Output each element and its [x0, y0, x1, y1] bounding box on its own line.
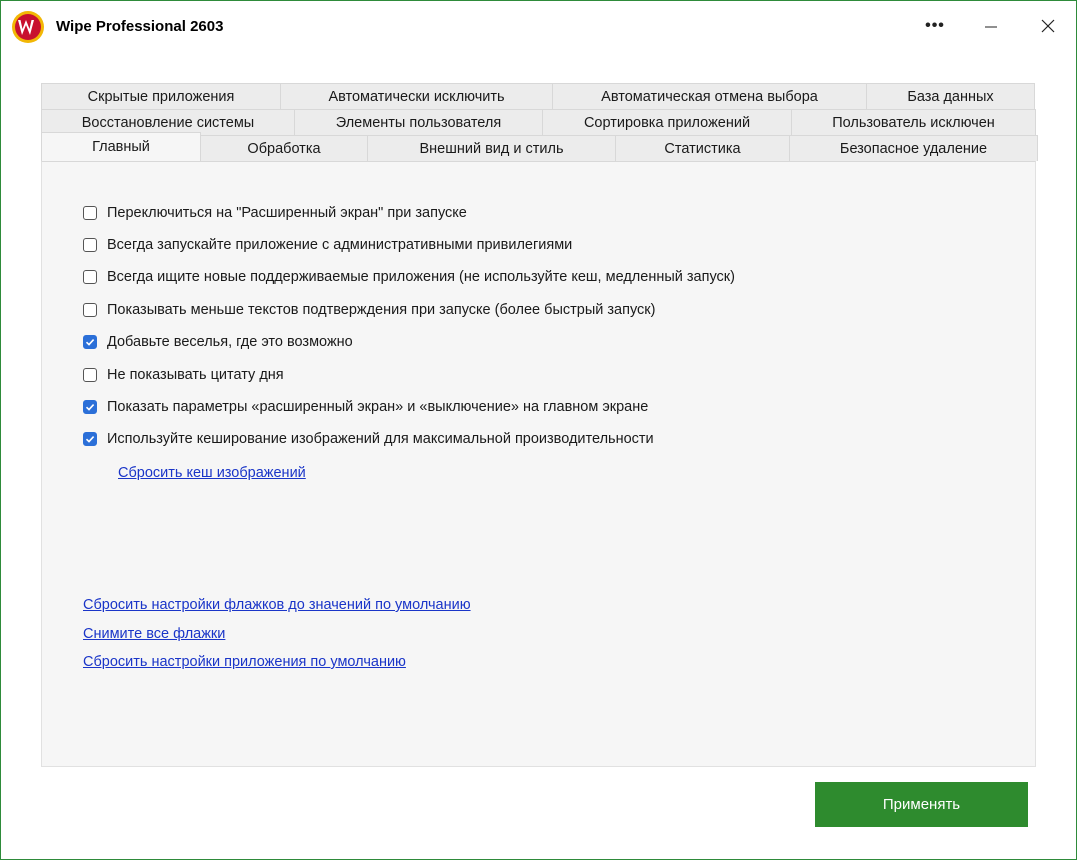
checkmark-icon — [85, 402, 95, 412]
option-row[interactable] — [83, 299, 655, 321]
reset-checkbox-defaults-link[interactable]: Сбросить настройки флажков до значений по умолчанию — [83, 597, 471, 613]
tab-app-sorting[interactable]: Сортировка приложений — [542, 109, 792, 135]
checkbox-checked[interactable] — [83, 335, 97, 349]
option-label: Всегда ищите новые поддерживаемые приложения (не используйте кеш, медленный запуск) — [107, 269, 735, 285]
reset-app-settings-link[interactable]: Сбросить настройки приложения по умолчанию — [83, 654, 406, 670]
main-settings-panel — [41, 161, 1036, 767]
option-row[interactable] — [83, 234, 572, 256]
tab-database[interactable]: База данных — [866, 83, 1035, 109]
option-label: Используйте кеширование изображений для максимальной производительности — [107, 431, 654, 447]
tab-appearance[interactable]: Внешний вид и стиль — [367, 135, 616, 161]
more-options-button[interactable]: ••• — [925, 17, 945, 34]
tab-auto-exclude[interactable]: Автоматически исключить — [280, 83, 553, 109]
checkmark-icon — [85, 434, 95, 444]
option-row[interactable] — [83, 331, 353, 353]
checkbox-unchecked[interactable] — [83, 238, 97, 252]
tab-processing[interactable]: Обработка — [200, 135, 368, 161]
close-icon — [1041, 19, 1055, 33]
tab-row-1 — [41, 83, 1034, 109]
checkbox-unchecked[interactable] — [83, 368, 97, 382]
clear-all-checkboxes-link[interactable]: Снимите все флажки — [83, 626, 226, 642]
title-bar — [1, 1, 1076, 53]
option-label: Показывать меньше текстов подтверждения при запуске (более быстрый запуск) — [107, 302, 656, 318]
minimize-button[interactable] — [971, 11, 1011, 41]
tab-auto-deselect[interactable]: Автоматическая отмена выбора — [552, 83, 867, 109]
checkbox-unchecked[interactable] — [83, 303, 97, 317]
tab-statistics[interactable]: Статистика — [615, 135, 790, 161]
app-title: Wipe Professional 2603 — [56, 18, 224, 35]
option-row[interactable] — [83, 266, 735, 288]
tab-hidden-apps[interactable]: Скрытые приложения — [41, 83, 281, 109]
tab-user-excluded[interactable]: Пользователь исключен — [791, 109, 1036, 135]
checkbox-unchecked[interactable] — [83, 270, 97, 284]
checkmark-icon — [85, 337, 95, 347]
apply-button[interactable]: Применять — [815, 782, 1028, 827]
close-button[interactable] — [1028, 11, 1068, 41]
option-row[interactable] — [83, 428, 654, 450]
option-label: Переключиться на "Расширенный экран" при запуске — [107, 205, 467, 221]
reset-image-cache-link[interactable]: Сбросить кеш изображений — [118, 465, 306, 481]
checkbox-unchecked[interactable] — [83, 206, 97, 220]
minimize-icon — [984, 19, 998, 33]
option-row[interactable] — [83, 202, 467, 224]
tab-secure-delete[interactable]: Безопасное удаление — [789, 135, 1038, 161]
option-row[interactable] — [83, 364, 284, 386]
option-label: Добавьте веселья, где это возможно — [107, 334, 353, 350]
checkbox-checked[interactable] — [83, 432, 97, 446]
checkbox-checked[interactable] — [83, 400, 97, 414]
option-row[interactable] — [83, 396, 648, 418]
tab-user-items[interactable]: Элементы пользователя — [294, 109, 543, 135]
settings-tabs — [41, 83, 1035, 161]
option-label: Не показывать цитату дня — [107, 367, 284, 383]
tab-system-restore[interactable]: Восстановление системы — [41, 109, 295, 135]
option-label: Показать параметры «расширенный экран» и «выключение» на главном экране — [107, 399, 649, 415]
app-logo-icon — [11, 10, 45, 44]
tab-main[interactable]: Главный — [41, 132, 201, 161]
option-label: Всегда запускайте приложение с административными привилегиями — [107, 237, 573, 253]
tab-row-3 — [41, 135, 1037, 161]
